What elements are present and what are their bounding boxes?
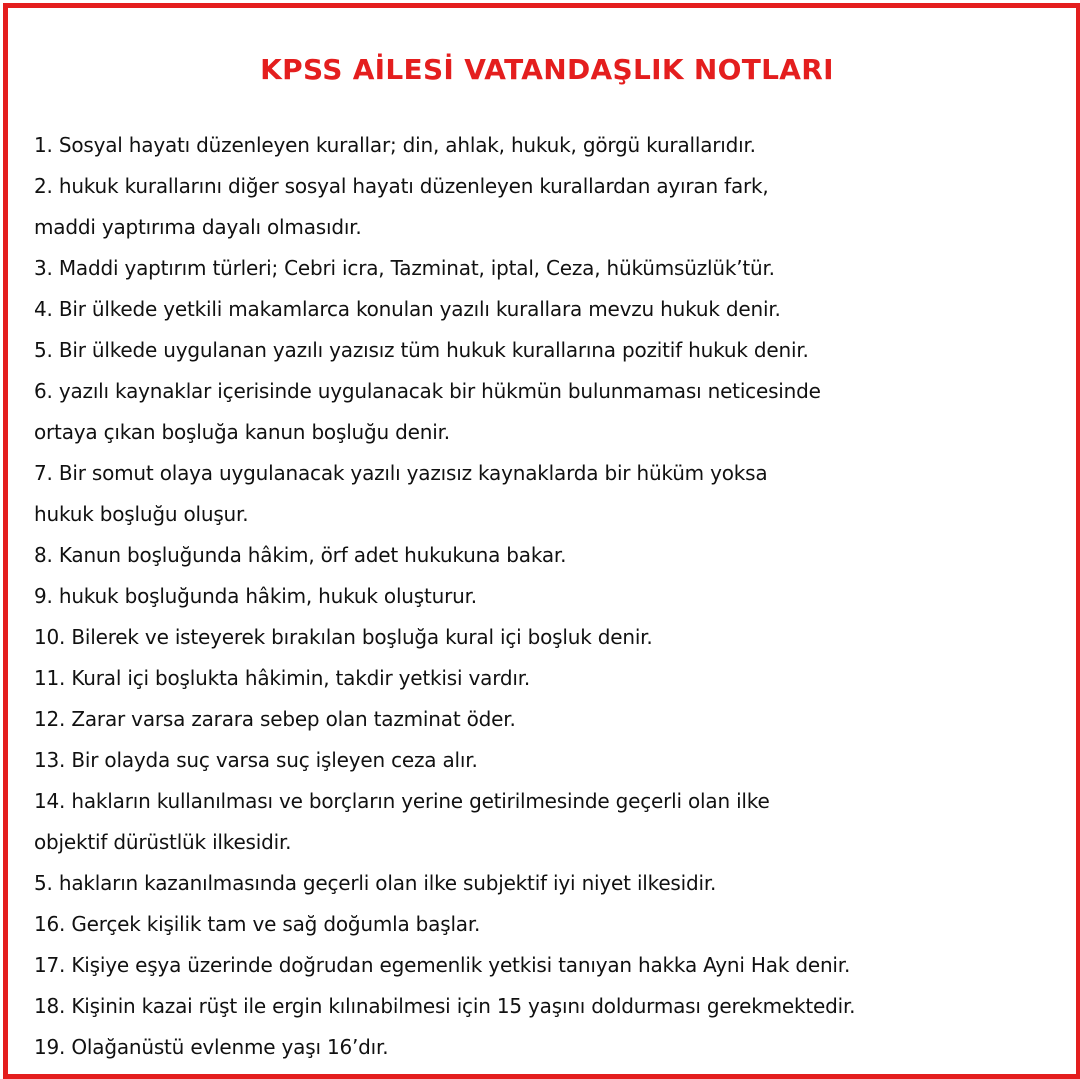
- note-line: maddi yaptırıma dayalı olmasıdır.: [34, 215, 362, 239]
- note-line: 3. Maddi yaptırım türleri; Cebri icra, Tazminat, iptal, Ceza, hükümsüzlük’tür.: [34, 256, 775, 280]
- note-line: 9. hukuk boşluğunda hâkim, hukuk oluşturur.: [34, 584, 477, 608]
- note-line: 1. Sosyal hayatı düzenleyen kurallar; din, ahlak, hukuk, görgü kurallarıdır.: [34, 133, 756, 157]
- note-line: 6. yazılı kaynaklar içerisinde uygulanacak bir hükmün bulunmaması neticesinde: [34, 379, 821, 403]
- page-title: KPSS AİLESİ VATANDAŞLIK NOTLARI: [260, 53, 834, 86]
- note-line: 16. Gerçek kişilik tam ve sağ doğumla başlar.: [34, 912, 481, 936]
- note-line: objektif dürüstlük ilkesidir.: [34, 830, 292, 854]
- note-line: 5. Bir ülkede uygulanan yazılı yazısız tüm hukuk kurallarına pozitif hukuk denir.: [34, 338, 809, 362]
- note-line: 7. Bir somut olaya uygulanacak yazılı yazısız kaynaklarda bir hüküm yoksa: [34, 461, 768, 485]
- note-line: 19. Olağanüstü evlenme yaşı 16’dır.: [34, 1035, 389, 1059]
- note-line: 10. Bilerek ve isteyerek bırakılan boşluğa kural içi boşluk denir.: [34, 625, 653, 649]
- note-line: 11. Kural içi boşlukta hâkimin, takdir yetkisi vardır.: [34, 666, 531, 690]
- note-line: 18. Kişinin kazai rüşt ile ergin kılınabilmesi için 15 yaşını doldurması gerekmektedir.: [34, 994, 856, 1018]
- note-line: hukuk boşluğu oluşur.: [34, 502, 249, 526]
- note-line: 5. hakların kazanılmasında geçerli olan ilke subjektif iyi niyet ilkesidir.: [34, 871, 717, 895]
- note-line: 13. Bir olayda suç varsa suç işleyen ceza alır.: [34, 748, 478, 772]
- note-line: 17. Kişiye eşya üzerinde doğrudan egemenlik yetkisi tanıyan hakka Ayni Hak denir.: [34, 953, 851, 977]
- note-line: 4. Bir ülkede yetkili makamlarca konulan yazılı kurallara mevzu hukuk denir.: [34, 297, 781, 321]
- notes-list: [34, 125, 1074, 1068]
- note-line: 14. hakların kullanılması ve borçların yerine getirilmesinde geçerli olan ilke: [34, 789, 770, 813]
- note-line: ortaya çıkan boşluğa kanun boşluğu denir.: [34, 420, 450, 444]
- note-line: 8. Kanun boşluğunda hâkim, örf adet hukukuna bakar.: [34, 543, 567, 567]
- note-line: 2. hukuk kurallarını diğer sosyal hayatı düzenleyen kurallardan ayıran fark,: [34, 174, 769, 198]
- red-border-frame: [3, 3, 1080, 1079]
- note-line: 12. Zarar varsa zarara sebep olan tazminat öder.: [34, 707, 516, 731]
